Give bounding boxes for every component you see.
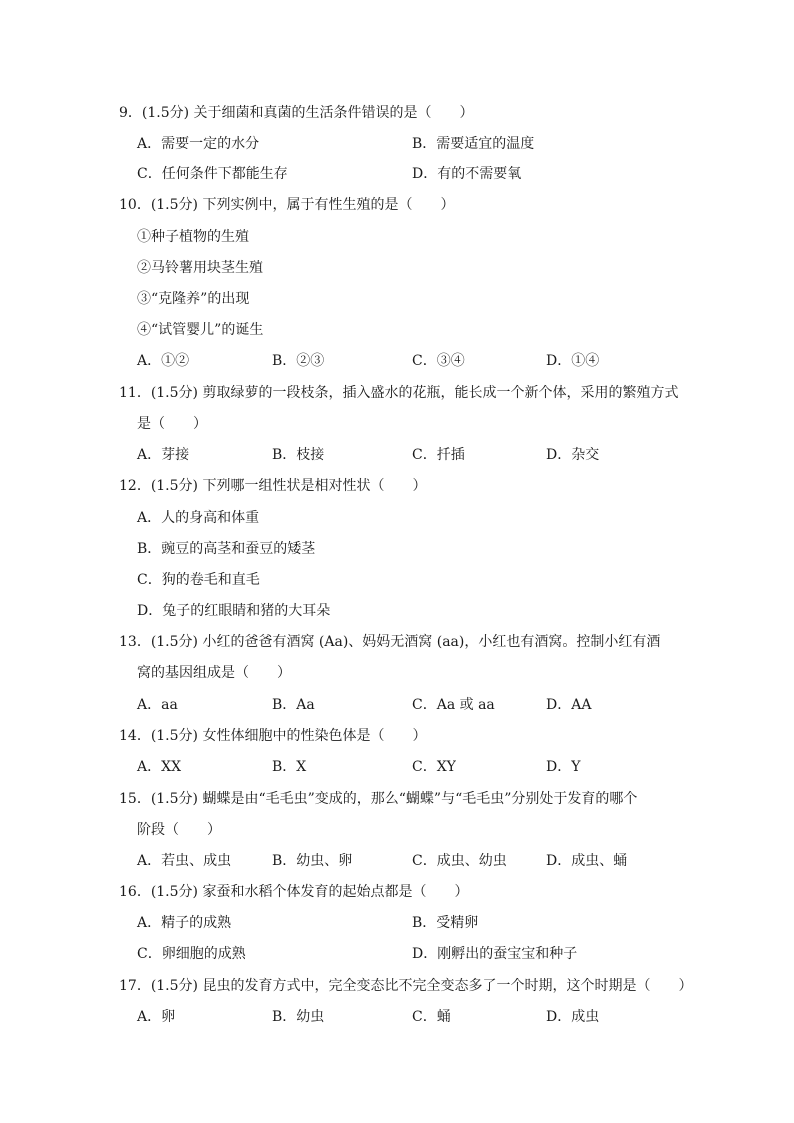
question-10-stem: 10．(1.5分) 下列实例中，属于有性生殖的是（ ） xyxy=(119,197,455,213)
question-10-option-d: D．①④ xyxy=(546,353,600,369)
question-13-stem: 13．(1.5分) 小红的爸爸有酒窝 (Aa)、妈妈无酒窝 (aa)，小红也有酒窝。控制小红有酒 xyxy=(119,634,661,650)
question-15-option-d: D．成虫、蛹 xyxy=(546,853,628,869)
question-15-stem: 15．(1.5分) 蝴蝶是由“毛毛虫”变成的，那么“蝴蝶”与“毛毛虫”分别处于发育的哪个 xyxy=(119,791,638,807)
question-16-option-a: A．精子的成熟 xyxy=(137,915,232,931)
question-13-option-d: D．AA xyxy=(546,697,592,713)
question-10-item-1: ①种子植物的生殖 xyxy=(137,229,249,245)
question-9-option-d: D．有的不需要氧 xyxy=(412,166,522,182)
question-10-item-3: ③“克隆养”的出现 xyxy=(137,291,250,307)
question-11-stem: 11．(1.5分) 剪取绿萝的一段枝条，插入盛水的花瓶，能长成一个新个体，采用的繁殖方式 xyxy=(119,385,679,401)
question-17-option-b: B．幼虫 xyxy=(272,1009,325,1025)
question-11-option-c: C．扦插 xyxy=(412,447,465,463)
question-11-option-b: B．枝接 xyxy=(272,447,325,463)
question-10-option-c: C．③④ xyxy=(412,353,465,369)
question-17-stem: 17．(1.5分) 昆虫的发育方式中，完全变态比不完全变态多了一个时期，这个时期是（ ） xyxy=(119,978,693,994)
question-11-option-a: A．芽接 xyxy=(137,447,190,463)
question-14-stem: 14．(1.5分) 女性体细胞中的性染色体是（ ） xyxy=(119,728,427,744)
question-16-option-c: C．卵细胞的成熟 xyxy=(137,946,246,962)
question-15-option-b: B．幼虫、卵 xyxy=(272,853,353,869)
question-13-option-a: A．aa xyxy=(137,697,178,713)
question-16-option-d: D．刚孵出的蚕宝宝和种子 xyxy=(412,946,578,962)
question-14-option-b: B．X xyxy=(272,759,307,775)
question-16-option-b: B．受精卵 xyxy=(412,915,479,931)
question-10-option-a: A．①② xyxy=(137,353,190,369)
question-10-option-b: B．②③ xyxy=(272,353,325,369)
question-17-option-c: C．蛹 xyxy=(412,1009,451,1025)
question-12-option-d: D．兔子的红眼睛和猪的大耳朵 xyxy=(137,603,331,619)
question-13-stem-continued: 窝的基因组成是（ ） xyxy=(137,665,291,681)
question-9-option-c: C．任何条件下都能生存 xyxy=(137,166,288,182)
question-15-option-c: C．成虫、幼虫 xyxy=(412,853,507,869)
question-9-option-a: A．需要一定的水分 xyxy=(137,136,260,152)
question-12-option-b: B．豌豆的高茎和蚕豆的矮茎 xyxy=(137,541,316,557)
question-12-stem: 12．(1.5分) 下列哪一组性状是相对性状（ ） xyxy=(119,478,427,494)
question-9-stem: 9．(1.5分) 关于细菌和真菌的生活条件错误的是（ ） xyxy=(119,105,474,121)
question-9-option-b: B．需要适宜的温度 xyxy=(412,136,535,152)
question-14-option-c: C．XY xyxy=(412,759,456,775)
question-13-option-b: B．Aa xyxy=(272,697,315,713)
question-14-option-d: D．Y xyxy=(546,759,581,775)
question-10-item-2: ②马铃薯用块茎生殖 xyxy=(137,260,263,276)
question-12-option-c: C．狗的卷毛和直毛 xyxy=(137,572,260,588)
question-15-stem-continued: 阶段（ ） xyxy=(137,822,221,838)
question-13-option-c: C．Aa 或 aa xyxy=(412,697,495,713)
question-16-stem: 16．(1.5分) 家蚕和水稻个体发育的起始点都是（ ） xyxy=(119,884,469,900)
question-10-item-4: ④“试管婴儿”的诞生 xyxy=(137,322,264,338)
question-17-option-d: D．成虫 xyxy=(546,1009,600,1025)
question-15-option-a: A．若虫、成虫 xyxy=(137,853,232,869)
question-12-option-a: A．人的身高和体重 xyxy=(137,510,260,526)
question-11-option-d: D．杂交 xyxy=(546,447,600,463)
question-17-option-a: A．卵 xyxy=(137,1009,176,1025)
question-11-stem-continued: 是（ ） xyxy=(137,416,207,432)
question-14-option-a: A．XX xyxy=(137,759,182,775)
